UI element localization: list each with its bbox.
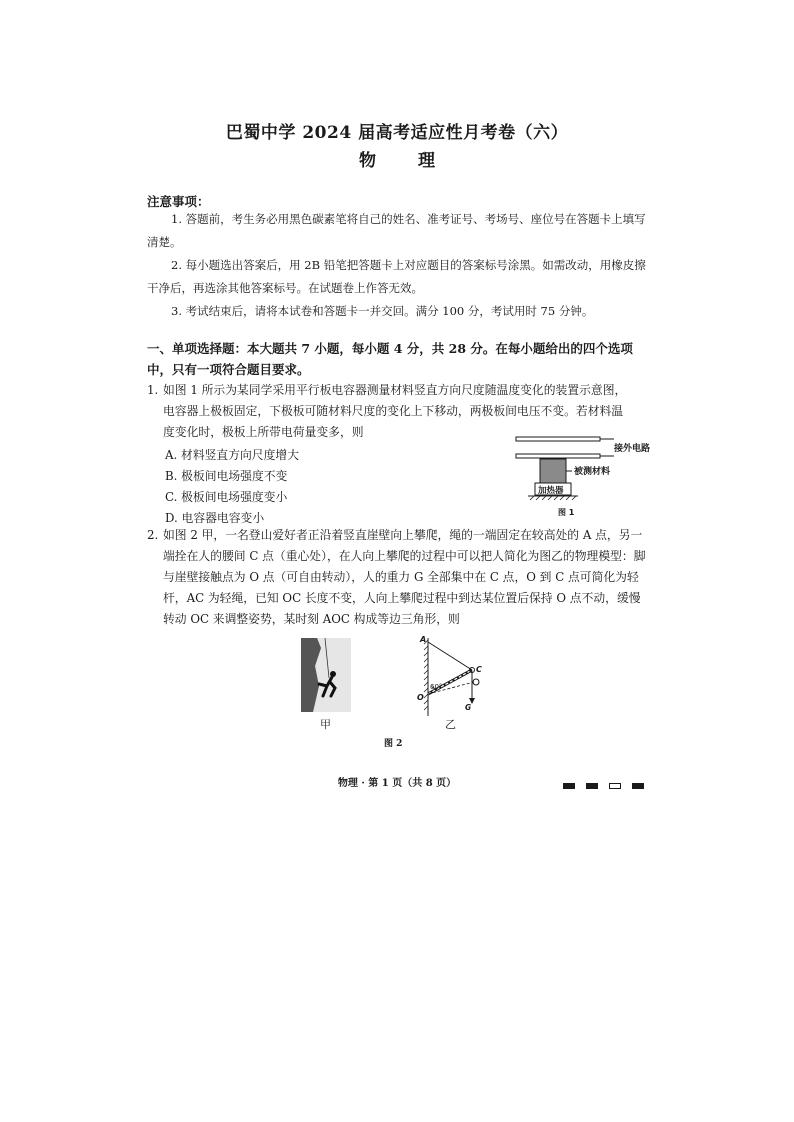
figure-2a-climber-photo — [301, 638, 351, 712]
exam-subject: 物 理 — [359, 151, 453, 171]
material-block — [540, 459, 566, 483]
notice-heading: 注意事项： — [147, 194, 210, 209]
notice-item: 3. 考试结束后，请将本试卷和答题卡一并交回。满分 100 分，考试用时 75 分钟。 — [171, 304, 594, 318]
page-footer: 物理 · 第 1 页（共 8 页） — [337, 778, 457, 789]
label-o: O — [417, 693, 424, 702]
option-d: D. 电容器电容变小 — [165, 511, 265, 525]
upper-plate — [516, 437, 600, 441]
wall-hatch — [424, 640, 428, 710]
figure-2b-label: 乙 — [445, 718, 456, 731]
option-a: A. 材料竖直方向尺度增大 — [165, 448, 299, 462]
question-text: 如图 1 所示为某同学采用平行板电容器测量材料竖直方向尺度随温度变化的装置示意图，电容器上极板固定，下极板可随材料尺度的变化上下移动，两极板间电压不变。若材料温度变化时，极板上所带电荷量变多，则 — [163, 383, 627, 439]
page-marks — [563, 775, 655, 794]
lower-plate — [516, 454, 600, 458]
figure-2a-label: 甲 — [320, 718, 331, 731]
rope-ac — [428, 642, 472, 670]
ground-hatch — [530, 496, 576, 500]
label-heater: 加热器 — [538, 486, 564, 496]
mark-filled — [586, 783, 598, 789]
label-a: A — [420, 635, 427, 644]
figure-1-caption: 图 1 — [558, 508, 575, 517]
mark-filled — [632, 783, 644, 789]
notice-list — [147, 208, 647, 323]
question-number: 2. — [147, 528, 159, 542]
label-g: G — [465, 703, 472, 712]
label-external-circuit: 接外电路 — [614, 444, 650, 454]
notice-item: 2. 每小题选出答案后，用 2B 铅笔把答题卡上对应题目的答案标号涂黑。如需改动，用橡皮擦干净后，再选涂其他答案标号。在试题卷上作答无效。 — [147, 258, 646, 295]
mark-empty — [609, 783, 621, 789]
question-text: 如图 2 甲，一名登山爱好者正沿着竖直崖壁向上攀爬，绳的一端固定在较高处的 A 点，另一端拴在人的腰间 C 点（重心处），在人向上攀爬的过程中可以把人简化为图乙的物理模型：脚与崖壁接触点为 O 点（可自由转动），人的重力 G 全部集中在 C 点，O 到 C 点可简化为轻杆，AC 为轻绳，已知 OC 长度不变，人向上攀爬过程中到达某位置后保持 O 点不动，缓慢转动 OC 来调整姿势，某时刻 AOC 构成等边三角形，则 — [163, 528, 646, 626]
exam-title: 巴蜀中学 2024 届高考适应性月考卷（六） — [225, 123, 569, 143]
mark-filled — [563, 783, 575, 789]
option-c: C. 极板间电场强度变小 — [165, 490, 288, 504]
figure-2b-model-diagram — [410, 632, 500, 720]
label-material: 被测材料 — [574, 467, 611, 477]
figure-2-caption: 图 2 — [384, 739, 403, 749]
option-b: B. 极板间电场强度不变 — [165, 469, 288, 483]
label-angle: 60° — [430, 683, 443, 691]
notice-item: 1. 答题前，考生务必用黑色碳素笔将自己的姓名、准考证号、考场号、座位号在答题卡上填写清楚。 — [147, 212, 646, 249]
figure-1-capacitor-diagram — [510, 432, 650, 522]
label-c: C — [476, 665, 482, 674]
question-number: 1. — [147, 383, 159, 397]
section-heading: 一、单项选择题：本大题共 7 小题，每小题 4 分，共 28 分。在每小题给出的四个选项中，只有一项符合题目要求。 — [147, 341, 633, 377]
question-2 — [147, 525, 647, 630]
